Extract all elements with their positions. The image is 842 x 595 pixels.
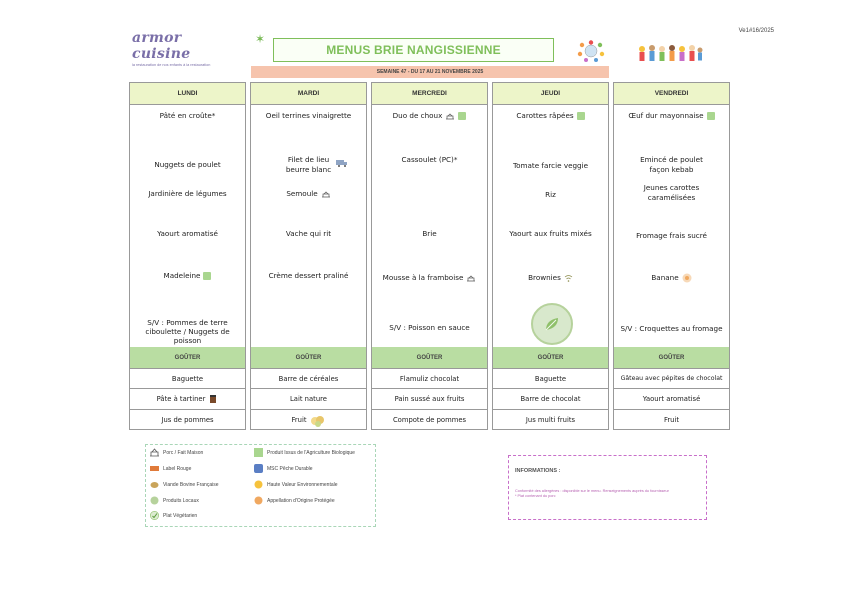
dish-item: Yaourt aromatisé [157,229,218,238]
dish-item-substitute: S/V : Pommes de terre ciboulette / Nuggets de poisson [145,318,230,345]
day-column-mardi [250,82,367,430]
legend-item: Haute Valeur Environnementale [254,480,338,489]
dish-item: Jardinière de légumes [148,189,227,198]
aop-icon [254,496,263,505]
gouter-header: GOÛTER [614,347,729,368]
pork-homemade-icon [150,448,159,457]
day-header: LUNDI [130,83,245,105]
organic-icon [254,448,263,457]
dish-item: Emincé de poulet façon kebab [640,155,703,174]
gouter-item: Jus multi fruits [493,409,608,429]
legend-item: Produits Locaux [150,496,199,505]
dish-item: Nuggets de poulet [154,160,221,169]
day-column-mercredi [371,82,488,430]
gouter-item: Pâte à tartiner [130,388,245,408]
legend-box [145,444,376,527]
gouter-item: Yaourt aromatisé [614,388,729,408]
vegetarian-icon [150,511,159,520]
fruit-basket-icon [310,413,326,427]
dish-item: Semoule [251,189,366,199]
local-product-icon [458,112,466,120]
dish-item: Duo de choux [372,111,487,121]
gouter-item: Barre de céréales [251,368,366,388]
legend-item: Produit Issus de l'Agriculture Biologique [254,448,355,457]
brand-logo [132,30,242,67]
legend-item: Porc / Fait Maison [150,448,203,457]
gouter-item: Baguette [130,368,245,388]
gouter-item: Pain sussé aux fruits [372,388,487,408]
homemade-icon [466,275,476,282]
day-column-lundi [129,82,246,430]
gouter-header: GOÛTER [130,347,245,368]
dish-item: Filet de lieu beurre blanc [285,155,332,174]
spread-jar-icon [208,394,218,404]
dish-item: Jeunes carottes caramélisées [643,183,700,202]
gouter-item: Compote de pommes [372,409,487,429]
document-code: Ve1#16/2025 [738,28,774,34]
day-header: JEUDI [493,83,608,105]
brand-name: armor cuisine [132,30,191,62]
gouter-item: Baguette [493,368,608,388]
dish-item: Fromage frais sucré [636,231,707,240]
gouter-item: Flamuliz chocolat [372,368,487,388]
local-product-icon [707,112,715,120]
homemade-icon [321,191,331,198]
dish-item: Œuf dur mayonnaise [614,111,729,121]
day-column-jeudi [492,82,609,430]
brand-tagline: la restauration de nos enfants à la restauration [132,63,211,67]
dish-item: Brie [422,229,437,238]
wifi-like-icon [564,274,573,282]
gouter-item: Fruit [614,409,729,429]
dish-item: Yaourt aux fruits mixés [509,229,592,238]
information-title: INFORMATIONS : [515,468,561,474]
gouter-item: Fruit [251,409,366,429]
dish-item: Carottes râpées [493,111,608,121]
gouter-item: Gâteau avec pépites de chocolat [614,368,729,388]
dish-item-substitute: S/V : Poisson en sauce [389,323,470,332]
week-label: SEMAINE 47 - DU 17 AU 21 NOVEMBRE 2025 [376,69,484,75]
dish-item: Pâté en croûte* [159,111,216,120]
dish-item-substitute: S/V : Croquettes au fromage [620,324,723,333]
gouter-item: Barre de chocolat [493,388,608,408]
dish-item: Cassoulet (PC)* [401,155,458,164]
legend-item: Viande Bovine Française [150,480,219,489]
day-column-vendredi [613,82,730,430]
dish-item: Madeleine [130,271,245,281]
menu-title-box [273,38,554,62]
menu-title: MENUS BRIE NANGISSIENNE [326,43,501,57]
local-product-icon [577,112,585,120]
legend-item: Appellation d'Origine Protégée [254,496,335,505]
information-box [508,455,707,520]
week-banner [251,66,609,78]
dish-item: Vache qui rit [285,229,332,238]
label-rouge-icon [150,464,159,473]
gouter-header: GOÛTER [251,347,366,368]
star-icon: ✶ [255,32,266,46]
legend-item: MSC Pêche Durable [254,464,313,473]
homemade-icon [445,113,455,120]
dish-item: Brownies [493,273,608,283]
day-header: MARDI [251,83,366,105]
local-product-icon [203,272,211,280]
gouter-item: Jus de pommes [130,409,245,429]
hve-icon [254,480,263,489]
truck-icon [336,159,348,167]
legend-item: Plat Végétarien [150,511,197,520]
legend-item: Label Rouge [150,464,191,473]
dish-item: Crème dessert praliné [268,271,349,280]
information-line: Conformité des allergènes : disponible sur le menu. Renseignements auprès du fournisseur [515,489,669,493]
children-group-illustration [636,42,704,64]
day-header: MERCREDI [372,83,487,105]
french-beef-icon [150,480,159,489]
vegetarian-seal-icon [531,303,573,345]
dish-item: Mousse à la framboise [372,273,487,283]
gouter-header: GOÛTER [372,347,487,368]
gouter-item: Lait nature [251,388,366,408]
msc-icon [254,464,263,473]
information-line: * Plat contenant du porc [515,494,556,498]
local-product-icon [150,496,159,505]
dish-item: Oeil terrines vinaigrette [265,111,352,120]
dish-item: Banane [614,273,729,283]
day-header: VENDREDI [614,83,729,105]
gouter-header: GOÛTER [493,347,608,368]
children-globe-illustration [576,40,606,62]
dish-item: Riz [545,190,556,199]
dish-item: Tomate farcie veggie [512,161,589,170]
aop-badge-icon [682,273,692,283]
